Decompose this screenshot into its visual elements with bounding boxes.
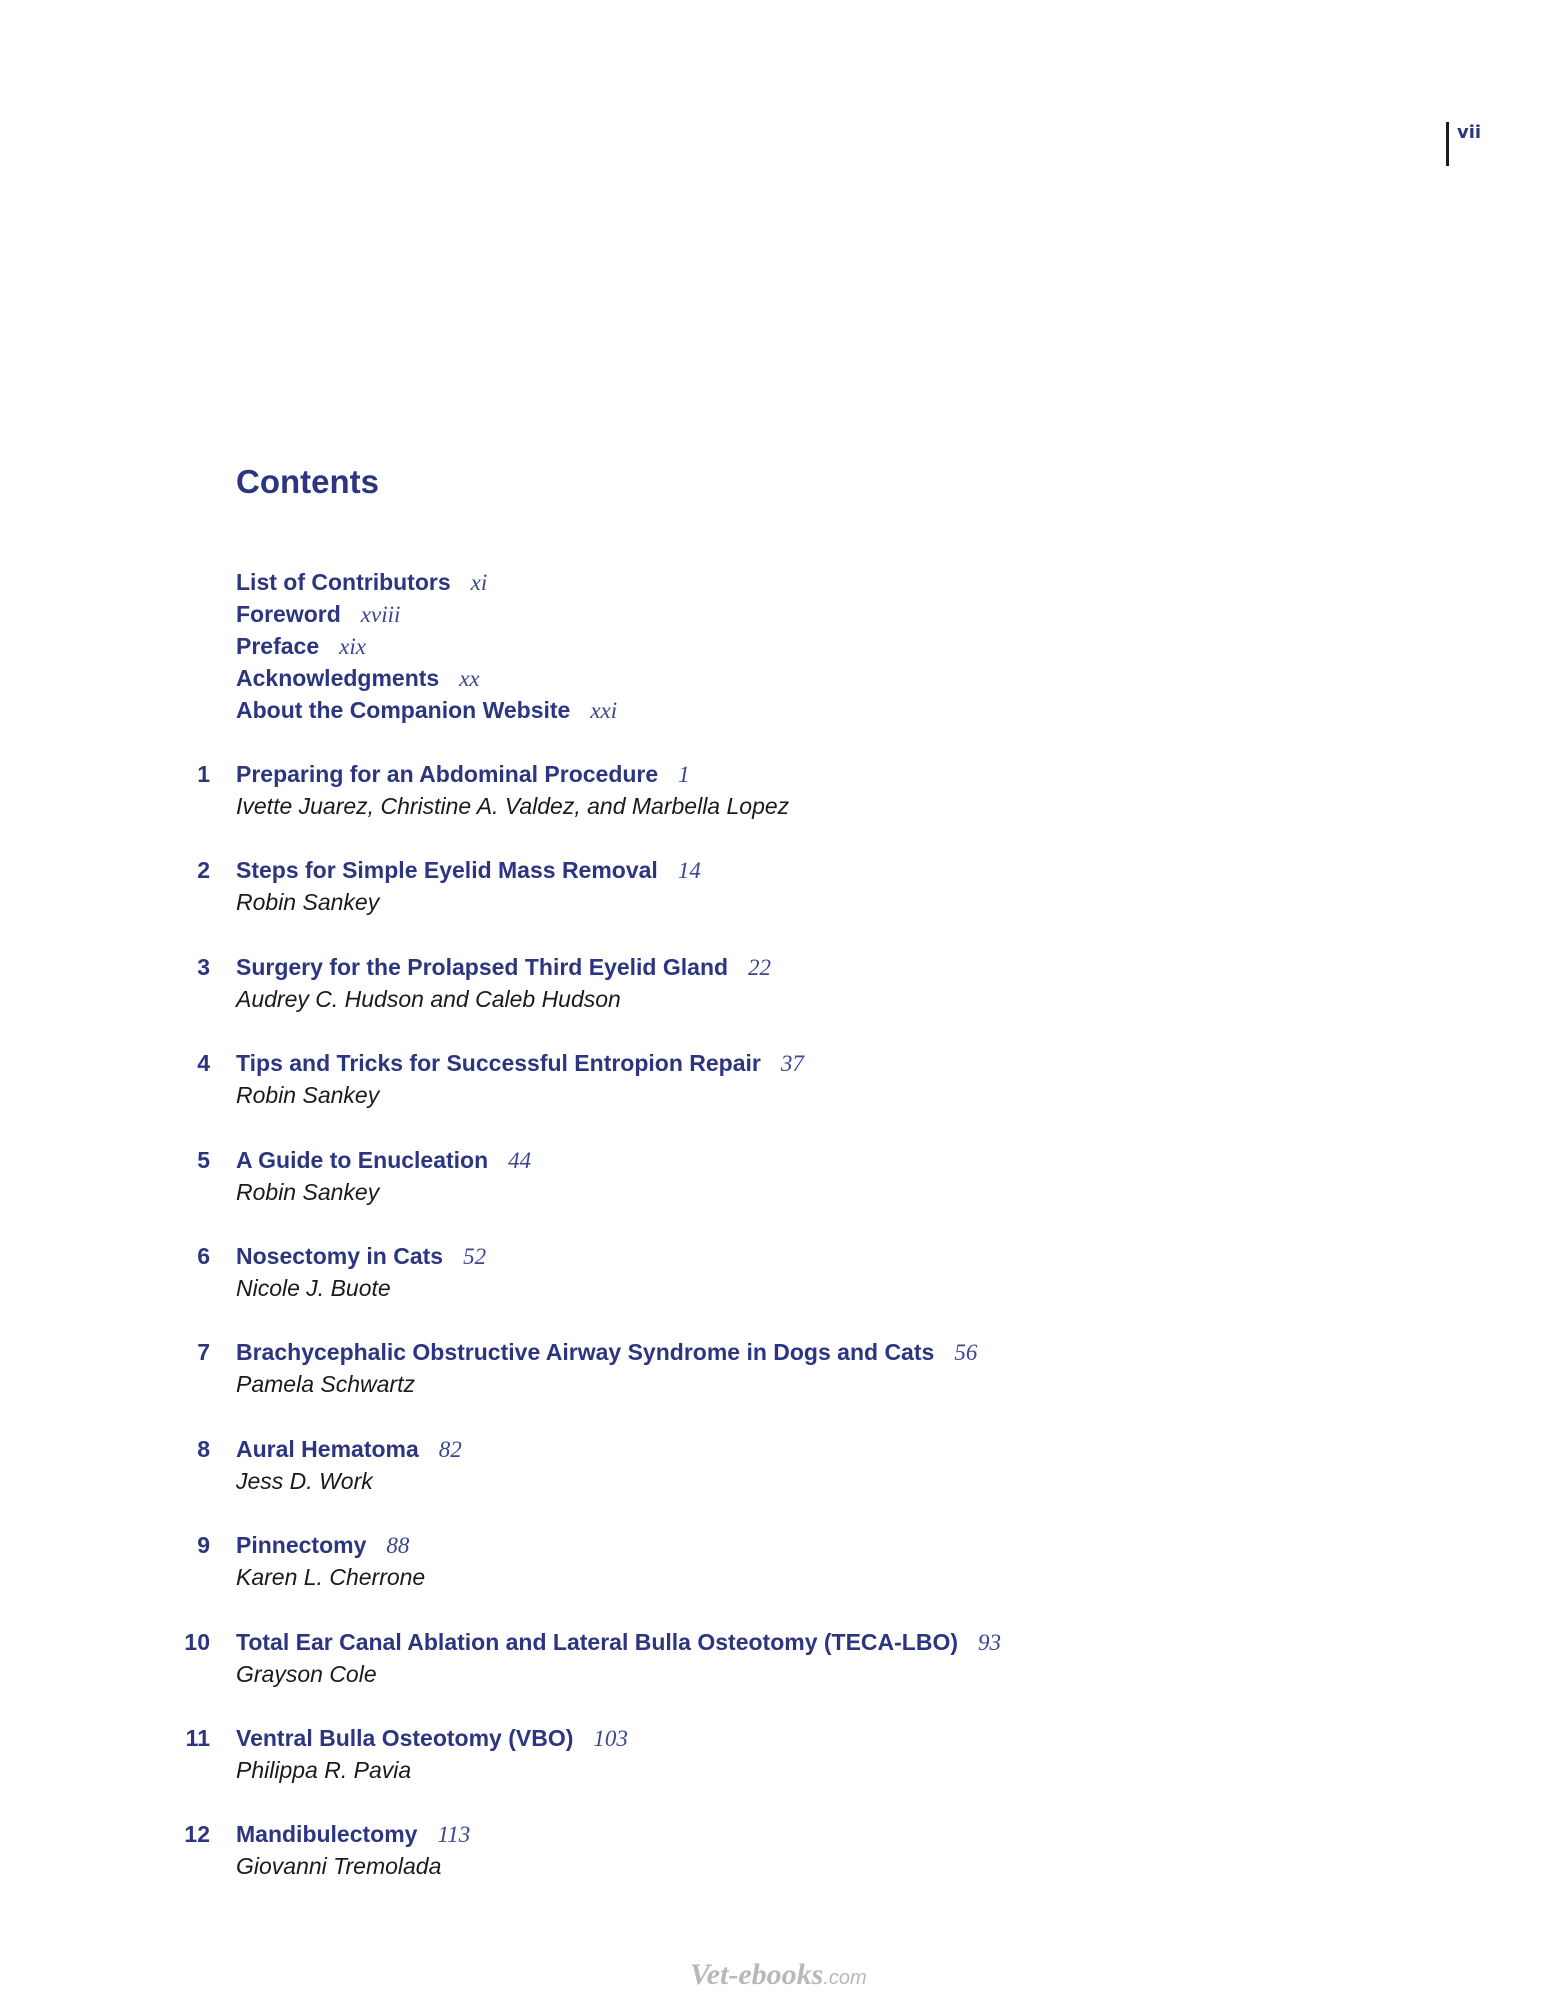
chapter-authors: Robin Sankey [236,1178,380,1205]
chapter-number: 7 [197,1339,210,1366]
chapter-title: Ventral Bulla Osteotomy (VBO) [236,1724,574,1751]
chapter-page-number: 52 [463,1243,487,1269]
chapter-number: 9 [197,1532,210,1559]
chapter-authors: Pamela Schwartz [236,1371,415,1398]
front-matter-item[interactable] [236,598,617,630]
watermark-suffix: .com [823,1967,867,1989]
chapter-page-number: 56 [954,1340,978,1366]
entry-title: Acknowledgments [236,665,440,691]
chapter-entry[interactable] [0,1529,1565,1625]
entry-title: Foreword [236,601,341,627]
chapter-authors: Philippa R. Pavia [236,1756,412,1783]
chapter-heading [236,758,690,794]
chapter-title: Mandibulectomy [236,1821,418,1848]
chapter-heading [236,951,771,987]
entry-page-number: xi [470,570,488,595]
chapter-authors: Audrey C. Hudson and Caleb Hudson [236,985,621,1012]
watermark [690,1958,867,1992]
chapter-page-number: 103 [593,1725,628,1751]
chapter-page-number: 37 [780,1051,804,1077]
contents-title: Contents [236,463,379,500]
entry-title: Preface [236,633,320,659]
chapter-number: 5 [197,1146,210,1173]
chapter-number: 8 [197,1435,210,1462]
chapter-number: 6 [197,1242,210,1269]
chapter-entry[interactable] [0,1818,1565,1914]
chapter-entry[interactable] [0,1336,1565,1432]
chapter-heading [236,1722,628,1758]
chapter-title: Preparing for an Abdominal Procedure [236,761,659,787]
chapter-number: 4 [197,1050,210,1077]
chapter-heading [236,1144,531,1180]
chapter-entry[interactable] [0,854,1565,950]
chapter-title: Nosectomy in Cats [236,1242,444,1269]
entry-page-number: xx [459,666,480,691]
entry-page-number: xviii [360,602,401,627]
entry-title: List of Contributors [236,569,451,595]
chapter-page-number: 44 [508,1147,532,1173]
chapter-page-number: 22 [748,954,772,980]
chapter-heading [236,854,701,890]
chapter-entry[interactable] [0,951,1565,1047]
front-matter-item[interactable] [236,694,617,726]
chapter-page-number: 88 [386,1533,410,1559]
chapter-number: 11 [185,1724,210,1751]
chapter-heading [236,1818,470,1854]
chapter-heading [236,1626,1001,1662]
chapter-heading [236,1240,486,1276]
chapter-number: 2 [197,857,210,884]
chapter-page-number: 82 [438,1436,462,1462]
chapter-number: 1 [197,761,210,787]
chapter-authors: Ivette Juarez, Christine A. Valdez, and Marbella Lopez [236,793,790,819]
front-matter-list [236,566,617,726]
chapter-title: Pinnectomy [236,1532,367,1559]
chapter-entry[interactable] [0,758,1565,854]
entry-title: About the Companion Website [236,697,571,723]
front-matter-item[interactable] [236,630,617,662]
chapter-title: Surgery for the Prolapsed Third Eyelid Gland [236,953,729,980]
chapter-number: 3 [197,953,210,980]
chapter-page-number: 1 [678,762,690,787]
chapter-title: Brachycephalic Obstructive Airway Syndrome in Dogs and Cats [236,1339,935,1366]
chapter-authors: Robin Sankey [236,889,380,916]
chapter-title: A Guide to Enucleation [236,1146,489,1173]
chapter-entry[interactable] [0,1144,1565,1240]
chapter-authors: Karen L. Cherrone [236,1564,426,1591]
chapter-entry[interactable] [0,1240,1565,1336]
chapter-authors: Jess D. Work [236,1467,373,1494]
chapter-entry[interactable] [0,1722,1565,1818]
page-number: vii [1446,122,1481,166]
chapter-heading [236,1047,804,1083]
chapter-number: 10 [184,1628,210,1655]
chapter-number: 12 [184,1821,210,1848]
chapter-page-number: 113 [437,1822,471,1848]
entry-page-number: xxi [590,698,618,723]
chapter-authors: Grayson Cole [236,1660,377,1687]
watermark-main: Vet-ebooks [690,1958,824,1991]
chapter-title: Total Ear Canal Ablation and Lateral Bulla Osteotomy (TECA-LBO) [236,1628,959,1655]
chapter-list [0,758,1565,1915]
chapter-heading [236,1433,462,1469]
chapter-heading [236,1529,409,1565]
entry-page-number: xix [339,634,366,659]
front-matter-item[interactable] [236,566,617,598]
chapter-authors: Nicole J. Buote [236,1274,391,1301]
front-matter-item[interactable] [236,662,617,694]
chapter-title: Tips and Tricks for Successful Entropion Repair [236,1050,761,1077]
chapter-page-number: 14 [677,858,701,884]
chapter-entry[interactable] [0,1433,1565,1529]
chapter-authors: Giovanni Tremolada [236,1853,442,1880]
chapter-entry[interactable] [0,1626,1565,1722]
chapter-authors: Robin Sankey [236,1082,380,1109]
chapter-title: Steps for Simple Eyelid Mass Removal [236,857,658,884]
chapter-heading [236,1336,977,1372]
chapter-title: Aural Hematoma [236,1435,419,1462]
chapter-entry[interactable] [0,1047,1565,1143]
chapter-page-number: 93 [978,1629,1002,1655]
